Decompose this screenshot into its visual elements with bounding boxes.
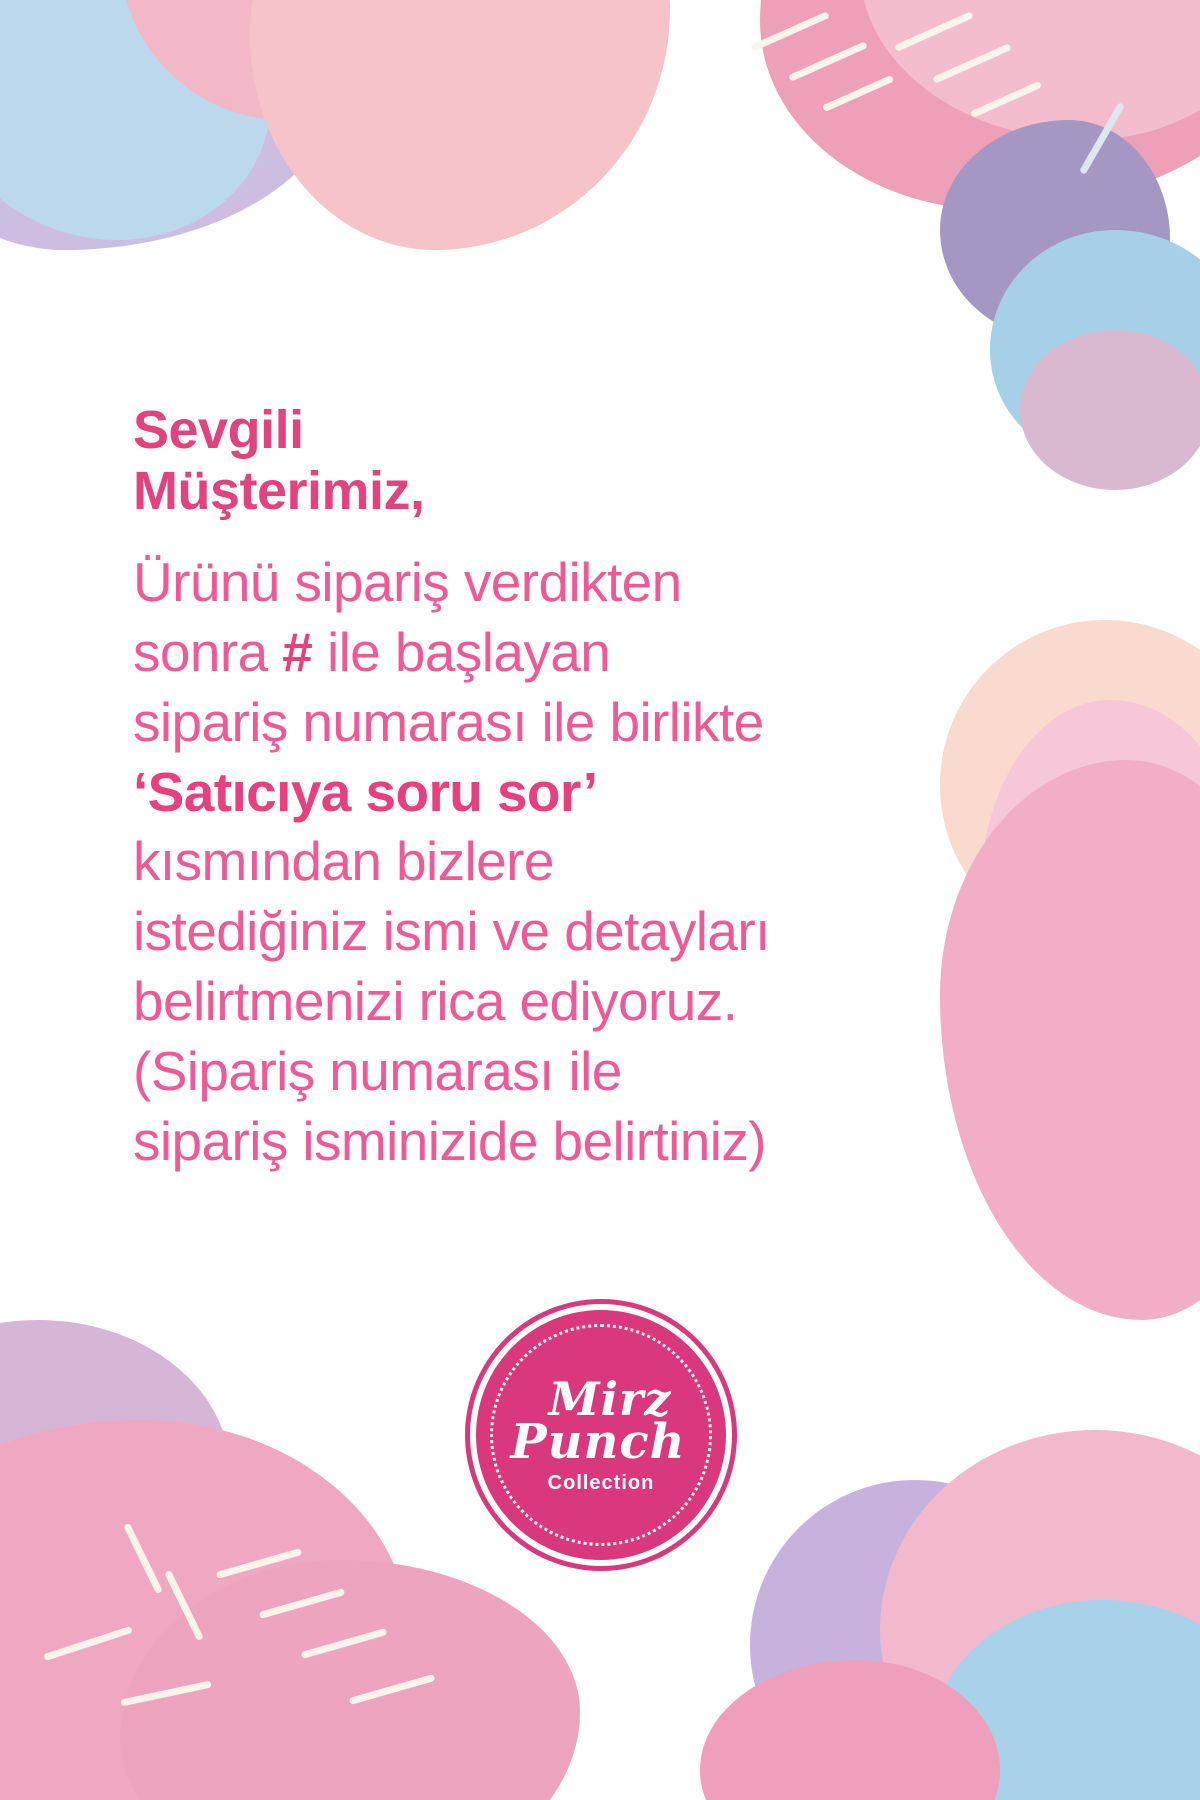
blob-bottom-right-pink xyxy=(880,1430,1200,1800)
dash-mark xyxy=(120,1681,211,1707)
dash-mark xyxy=(259,1588,346,1619)
dash-mark xyxy=(349,1674,436,1705)
body-line-3: sipariş numarası ile birlikte xyxy=(133,690,764,753)
blob-top-right-purple xyxy=(940,120,1170,340)
message-block xyxy=(133,400,993,1177)
dash-mark xyxy=(164,1570,204,1641)
dash-mark xyxy=(894,11,974,52)
blob-top-left-grey xyxy=(150,0,450,130)
blob-mid-right-rose xyxy=(980,700,1200,1060)
dash-mark xyxy=(788,41,868,82)
dash-mark xyxy=(970,81,1042,118)
blob-bottom-right-blue xyxy=(930,1600,1200,1800)
dash-mark xyxy=(932,43,1012,84)
ask-seller-quote: ‘Satıcıya soru sor’ xyxy=(133,760,598,823)
body-line-1: Ürünü sipariş verdikten xyxy=(133,551,682,614)
body-line-6: istediğiniz ismi ve detayları xyxy=(133,900,770,963)
blob-top-left-blue xyxy=(0,0,270,240)
blob-bottom-right-pink-2 xyxy=(700,1660,1000,1800)
body-line-2 xyxy=(133,618,993,688)
greeting-heading: Sevgili Müşterimiz, xyxy=(133,400,425,522)
hash-symbol: # xyxy=(282,620,313,683)
body-line-5: kısmından bizlere xyxy=(133,830,554,893)
blob-top-left-pink xyxy=(250,0,670,250)
blob-top-right-light-pink xyxy=(860,0,1200,140)
body-line-9: sipariş isminizide belirtiniz) xyxy=(133,1109,767,1172)
logo-text-punch: Punch xyxy=(510,1413,686,1470)
body-paragraph xyxy=(133,548,993,1177)
blob-top-left-lilac xyxy=(0,0,340,250)
blob-top-right-mauve xyxy=(1020,330,1200,490)
blob-bottom-right-lilac xyxy=(750,1480,1080,1800)
body-line-7: belirtmenizi rica ediyoruz. xyxy=(133,970,738,1033)
body-line-8: (Sipariş numarası ile xyxy=(133,1039,622,1102)
body-line-2-b: ile başlayan xyxy=(312,620,611,683)
logo-text-mirz: Mirz xyxy=(548,1371,672,1426)
dash-mark xyxy=(1079,102,1125,175)
blob-bottom-left-rose xyxy=(120,1560,580,1800)
blob-top-right-blue xyxy=(990,230,1200,460)
dash-mark xyxy=(43,1626,133,1661)
blob-bottom-left-lilac xyxy=(0,1320,230,1650)
blob-bottom-left-pink xyxy=(0,1420,410,1800)
body-line-2-a: sonra xyxy=(133,620,283,683)
dash-mark xyxy=(750,11,830,52)
blob-top-right-pink xyxy=(760,0,1200,210)
dash-mark xyxy=(822,75,894,112)
dash-mark xyxy=(216,1548,303,1579)
logo-dotted-ring xyxy=(490,1324,712,1546)
dash-mark xyxy=(123,1523,163,1594)
logo-text-collection: Collection xyxy=(547,1471,655,1494)
blob-top-left-light-pink xyxy=(120,0,450,120)
dash-mark xyxy=(301,1628,388,1659)
brand-logo xyxy=(476,1310,726,1560)
